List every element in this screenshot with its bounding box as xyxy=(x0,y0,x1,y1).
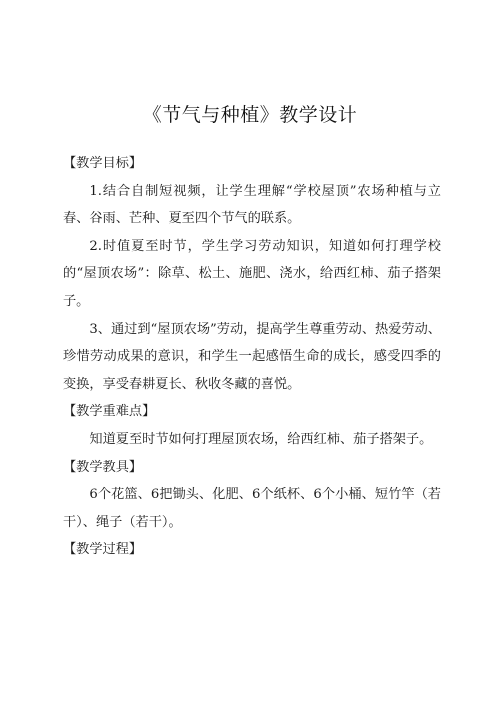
section-heading-key-points: 【教学重难点】 xyxy=(63,404,156,420)
goal-item-2: 2.时值夏至时节，学生学习劳动知识，知道如何打理学校的“屋顶农场”：除草、松土、施肥、浇水，给西红柿、茄子搭架子。 xyxy=(63,238,441,309)
document-title: 《节气与种植》教学设计 xyxy=(142,104,358,126)
tools-text: 6个花篮、6把锄头、化肥、6个纸杯、6个小桶、短竹竿（若干）、绳子（若干）。 xyxy=(63,487,441,530)
document-body xyxy=(63,150,441,564)
key-points-text: 知道夏至时节如何打理屋顶农场，给西红柿、茄子搭架子。 xyxy=(89,431,433,447)
section-heading-tools: 【教学教具】 xyxy=(63,459,143,475)
goal-item-1: 1.结合自制短视频，让学生理解“学校屋顶”农场种植与立春、谷雨、芒种、夏至四个节气的联系。 xyxy=(63,183,441,227)
section-heading-goals: 【教学目标】 xyxy=(63,156,143,171)
goal-item-3: 3、通过到“屋顶农场”劳动，提高学生尊重劳动、热爱劳动、珍惜劳动成果的意识，和学生一起感悟生命的成长，感受四季的变换，享受春耕夏长、秋收冬藏的喜悦。 xyxy=(63,321,441,392)
section-heading-process: 【教学过程】 xyxy=(63,542,143,558)
